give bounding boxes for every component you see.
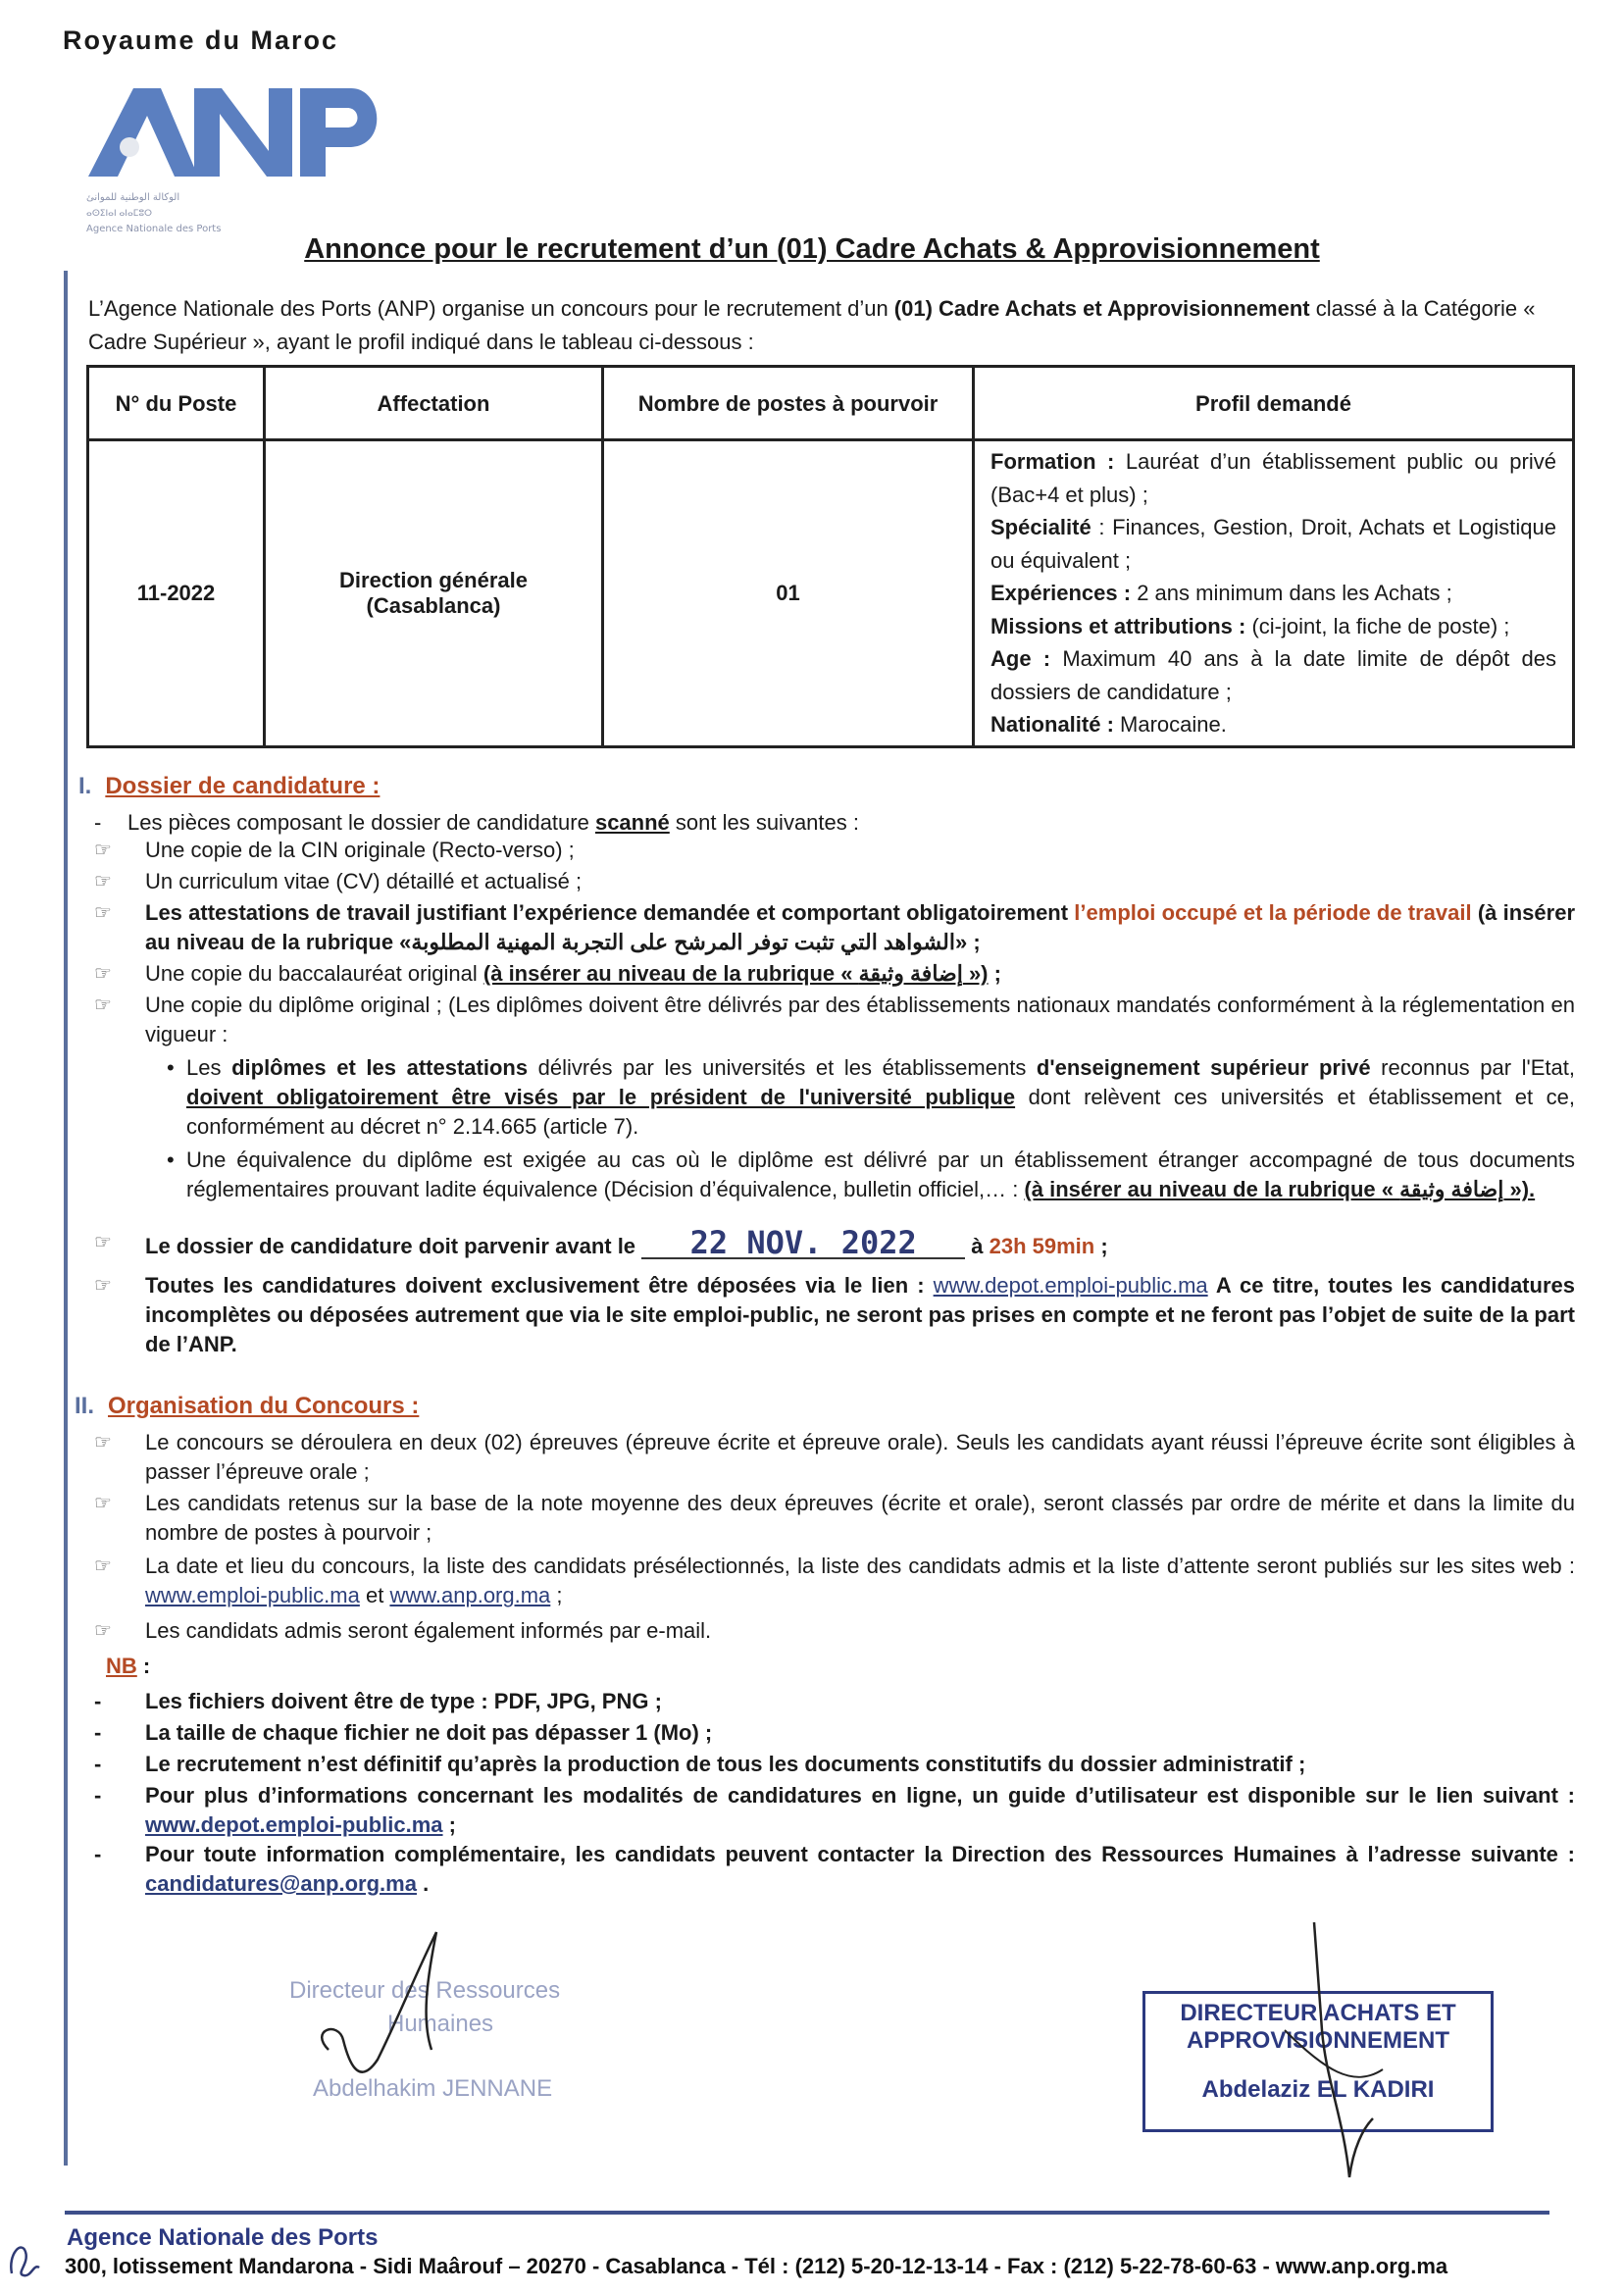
hand-pointer-icon: ☞ [94,871,112,892]
table-header: N° du Poste [88,367,265,440]
section-2-heading: II. Organisation du Concours : [75,1393,420,1419]
list-item: - Le recrutement n’est définitif qu’après la production de tous les documents constitutifs du dossier administratif ; [94,1752,1306,1776]
logo-subtitle: Agence Nationale des Ports [86,224,222,234]
sub-list-item: • Les diplômes et les attestations délivrés par les universités et les établissements d'enseignement supérieur privé reconnus par l'Etat, doivent obligatoirement être visés par le président de l'université publique dont relèvent ces universités et établissement et ce, conformément au décret n° 2.14.665 (article 7). [167,1055,1575,1139]
list-item: - Pour plus d’informations concernant les modalités de candidatures en ligne, un guide d’utilisateur est disponible sur le lien suivant : www.depot.emploi-public.ma ; [94,1783,1575,1837]
depot-guide-link[interactable]: www.depot.emploi-public.ma [145,1812,443,1837]
table-header: Nombre de postes à pourvoir [603,367,974,440]
hr-director-stamp: Directeur des Ressources Humaines Abdelhakim JENNANE [289,1962,623,2128]
hand-pointer-icon: ☞ [94,1275,112,1297]
signature-right [1275,1922,1393,2187]
signature-left [299,1912,495,2109]
margin-rule [64,271,68,2166]
list-item: - Les pièces composant le dossier de candidature scanné sont les suivantes : [94,810,859,835]
list-item: ☞ Le dossier de candidature doit parvenir avant le 22 NOV. 2022 à 23h 59min ; [94,1224,1108,1261]
list-item: ☞ La date et lieu du concours, la liste des candidats présélectionnés, la liste des candidats admis et la liste d’attente seront publiés sur les sites web : www.emploi-public.ma et www.anp.org.ma ; [94,1554,1575,1607]
hand-pointer-icon: ☞ [94,1555,112,1577]
poste-cell: 11-2022 [88,440,265,747]
svg-text:الوكالة الوطنية للموانئ: الوكالة الوطنية للموانئ [86,192,180,203]
anp-logo [76,69,390,245]
initials-mark [4,2234,43,2279]
list-item: ☞ Les candidats retenus sur la base de la note moyenne des deux épreuves (écrite et orale), seront classés par ordre de mérite et dans la limite du nombre de postes à pourvoir ; [94,1491,1575,1545]
hand-pointer-icon: ☞ [94,1620,112,1642]
list-item: ☞ Une copie de la CIN originale (Recto-verso) ; [94,836,1575,865]
hand-pointer-icon: ☞ [94,1493,112,1514]
list-item: - Pour toute information complémentaire, les candidats peuvent contacter la Direction des Ressources Humaines à l’adresse suivante : candidatures@anp.org.ma . [94,1842,1575,1896]
list-item: - Les fichiers doivent être de type : PDF, JPG, PNG ; [94,1689,662,1713]
kingdom-label: Royaume du Maroc [63,25,339,55]
table-row [88,440,1574,747]
posts-table [86,365,1575,748]
hand-pointer-icon: ☞ [94,994,112,1016]
list-item: ☞ Un curriculum vitae (CV) détaillé et actualisé ; [94,867,1575,896]
affectation-cell: Direction générale (Casablanca) [265,440,603,747]
nb-heading: NB : [106,1654,151,1678]
list-item: ☞ Les attestations de travail justifiant l’expérience demandée et comportant obligatoirement l’emploi occupé et la période de travail (à insérer au niveau de la rubrique «الشواهد التي تثبت توفر المرشح على التجربة المهنية المطلوبة» ; [94,900,1576,954]
section-1-heading: I. Dossier de candidature : [78,773,381,799]
hand-pointer-icon: ☞ [94,840,112,861]
sub-list-item: • Une équivalence du diplôme est exigée au cas où le diplôme est délivré par un établissement étranger accompagné de tous documents réglementaires prouvant ladite équivalence (Décision d’équivalence, bulletin officiel,… : (à insérer au niveau de la rubrique « إضافة وثيقة »). [167,1147,1575,1201]
deadline-date: 22 NOV. 2022 [641,1228,965,1259]
list-item: ☞ Les candidats admis seront également informés par e-mail. [94,1616,1575,1646]
anp-link[interactable]: www.anp.org.ma [389,1583,551,1607]
hand-pointer-icon: ☞ [94,1232,112,1253]
hand-pointer-icon: ☞ [94,963,112,985]
table-header: Affectation [265,367,603,440]
hand-pointer-icon: ☞ [94,1432,112,1453]
list-item: ☞ Le concours se déroulera en deux (02) épreuves (épreuve écrite et épreuve orale). Seuls les candidats ayant réussi l’épreuve écrite sont éligibles à passer l’épreuve orale ; [94,1430,1575,1484]
footer-divider [65,2211,1549,2215]
list-item: ☞ Une copie du diplôme original ; (Les diplômes doivent être délivrés par des établissements nationaux mandatés conformément à la réglementation en vigueur : [94,993,1575,1046]
list-item: ☞ Une copie du baccalauréat original (à insérer au niveau de la rubrique « إضافة وثيقة ») ; [94,959,1575,989]
intro-paragraph: L’Agence Nationale des Ports (ANP) organise un concours pour le recrutement d’un (01) Cadre Achats et Approvisionnement classé à la Catégorie « Cadre Supérieur », ayant le profil indiqué dans le tableau ci-dessous : [88,296,1536,354]
list-item: - La taille de chaque fichier ne doit pas dépasser 1 (Mo) ; [94,1720,713,1745]
emploi-public-link[interactable]: www.emploi-public.ma [145,1583,360,1607]
footer-org: Agence Nationale des Ports [67,2224,379,2251]
page-title: Annonce pour le recrutement d’un (01) Cadre Achats & Approvisionnement [304,233,1320,265]
nombre-cell: 01 [603,440,974,747]
list-item: ☞ Toutes les candidatures doivent exclusivement être déposées via le lien : www.depot.emploi-public.ma A ce titre, toutes les candidatures incomplètes ou déposées autrement que via le site emploi-public, ne seront pas prises en compte et ne feront pas l’objet de suite de la part de l’ANP. [94,1273,1575,1356]
footer-address: 300, lotissement Mandarona - Sidi Maârouf – 20270 - Casablanca - Tél : (212) 5-20-12-13-14 - Fax : (212) 5-22-78-60-63 - www.anp.org.ma [65,2254,1448,2278]
hand-pointer-icon: ☞ [94,902,112,924]
svg-text:ⴰⵙⵉⵏⴰⵏ ⴰⵏⴰⵎⵓⵔ: ⴰⵙⵉⵏⴰⵏ ⴰⵏⴰⵎⵓⵔ [86,209,153,219]
achats-director-stamp: DIRECTEUR ACHATS ET APPROVISIONNEMENT Abdelaziz EL KADIRI [1142,1991,1494,2132]
depot-link[interactable]: www.depot.emploi-public.ma [933,1273,1208,1298]
table-header: Profil demandé [974,367,1574,440]
contact-email-link[interactable]: candidatures@anp.org.ma [145,1871,417,1896]
profil-cell: Formation : Lauréat d’un établissement public ou privé (Bac+4 et plus) ; Spécialité : Finances, Gestion, Droit, Achats et Logistique ou équivalent ; Expériences : 2 ans minimum dans les Achats ; Missions et attributions : (ci-joint, la fiche de poste) ; Age : Maximum 40 ans à la date limite de dépôt des dossiers de candidature ; Nationalité : Marocaine. [974,440,1574,747]
